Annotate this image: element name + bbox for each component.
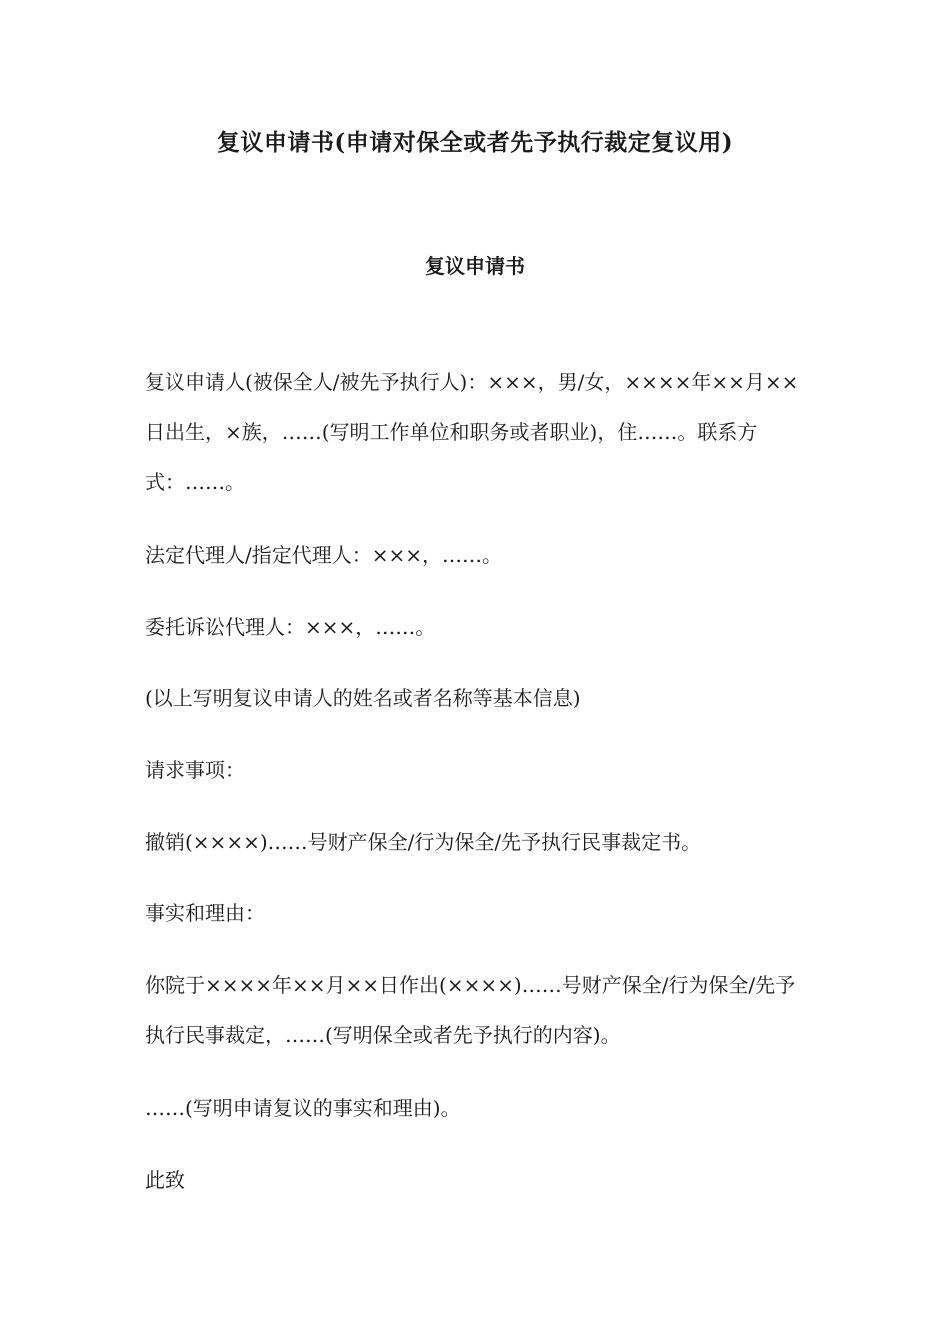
closing-salutation: 此致	[145, 1168, 185, 1192]
legal-agent-paragraph: 法定代理人/指定代理人：×××，……。	[145, 543, 503, 567]
claims-heading: 请求事项：	[145, 758, 245, 782]
facts-more: ……(写明申请复议的事实和理由)。	[145, 1096, 461, 1120]
entrusted-agent-paragraph: 委托诉讼代理人：×××，……。	[145, 615, 436, 639]
claims-body: 撤销(××××)……号财产保全/行为保全/先予执行民事裁定书。	[145, 830, 702, 854]
facts-body: 你院于××××年××月××日作出(××××)……号财产保全/行为保全/先予执行民事裁定，……(写明保全或者先予执行的内容)。	[145, 973, 796, 1047]
facts-heading: 事实和理由：	[145, 901, 265, 925]
document-subtitle: 复议申请书	[425, 254, 525, 278]
applicant-paragraph: 复议申请人(被保全人/被先予执行人)：×××，男/女，××××年××月××日出生，×族，……(写明工作单位和职务或者职业)，住……。联系方式：……。	[145, 370, 799, 494]
applicant-info-note: (以上写明复议申请人的姓名或者名称等基本信息)	[145, 686, 581, 710]
document-title: 复议申请书(申请对保全或者先予执行裁定复议用)	[216, 129, 734, 156]
